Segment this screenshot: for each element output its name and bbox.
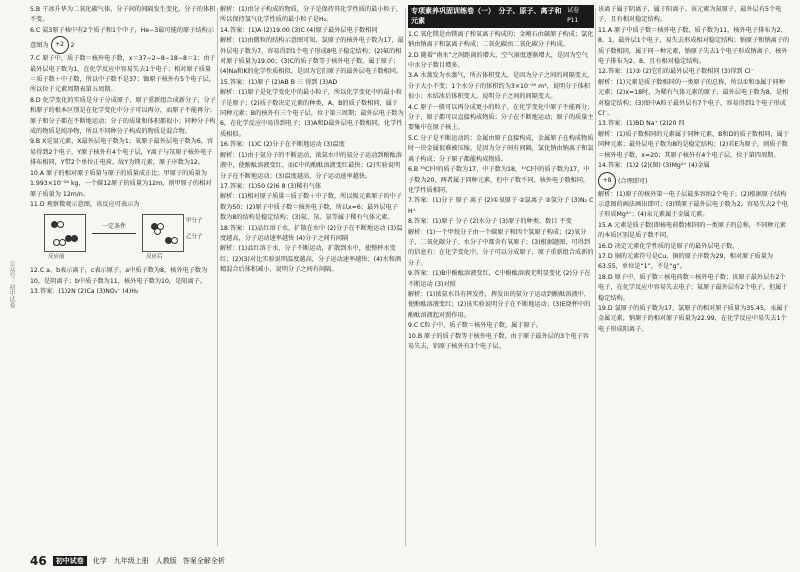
answer-item: [598, 172, 790, 190]
ion-structure-diagram: +8: [598, 172, 616, 190]
answer-item: 2.D 随着“南水”之间距离的增大，空气湿度逐渐增大，是因为空气中水分子数目增多。: [408, 51, 588, 70]
answer-column-3: [408, 5, 594, 550]
reaction-arrow: 一定条件: [92, 222, 136, 233]
answer-item: 5.C 分子是不断运动的；金属由原子直接构成，金属原子在构成物质时一块金属很难被压缩，是因为分子间有间隔，氯化钠由钠离子和氯离子构成；分子原子都能构成物质。: [408, 134, 594, 163]
answer-column-1: [30, 5, 216, 550]
legend-a: 甲分子: [186, 218, 203, 225]
column-divider: [595, 8, 596, 546]
answer-column-4: [598, 5, 790, 550]
answer-item: 10.B 原子的质子数等于核外电子数，由于原子最外层的3个电子容易失去，铝原子核外有3个电子层。: [408, 332, 589, 350]
answer-item: 解析：(1)由于氨分子的不断运动，浓氨水中的氨分子运动到酚酞溶液中，使酚酞溶液变红，而C中的酚酞溶液变红最快；(2)实验说明分子在不断地运动；(3)温度越高，分子运动速率越快。: [220, 151, 403, 180]
after-box: [142, 214, 184, 252]
page-footer: [30, 553, 790, 569]
answer-item: 解析：(1)一个甲烷分子由一个碳原子和四个氢原子构成；(2)氧分子、二氧化碳分子、水分子中都含有氧原子；(3)根据题图，可得到的信息有：在化学变化中，分子可以分成原子，原子重新组合成新的分子。: [408, 228, 594, 267]
answer-column-2: [220, 5, 404, 550]
answer-item: 解析：(1)元素是质子数相同的一类原子的总称，所以①和③属于同种元素；(2)x=18时，为稀有气体元素的原子，最外层电子数为8，是相对稳定结构；(3)图中A粒子最外层有7个电子，容易得到1个电子形成Cl⁻。: [598, 78, 789, 118]
answer-item: 6.B ³⁵Cl中的质子数为17，中子数为18，³⁷Cl中的质子数为17，中子数为20，两者属于同种元素，但中子数不同，核外电子数相同，化学性质相同。: [408, 166, 590, 194]
answer-item: 该离子属于阴离子，属于阳离子。该元素为氮原子，最外层有5个电子，且有相对稳定结构。: [598, 6, 782, 24]
brand-badge: 初中试卷: [53, 556, 87, 566]
answer-item: 9.C C粒子中，质子数＝核外电子数，属于原子。: [408, 322, 543, 330]
atom-structure-diagram: +2: [51, 36, 69, 54]
side-watermark: 公众号：初中试卷: [8, 260, 15, 308]
column-divider: [217, 8, 218, 546]
answer-item: 解析：(1)品红溶于水，分子不断运动，扩散到水中，使整杯水变红；(2)(3)对比实验说明温度越高，分子运动速率越快；(4)水和酒精混合后体积减小，说明分子之间有间隔。: [220, 245, 401, 274]
before-box: [44, 214, 86, 252]
reaction-diagram: [30, 212, 216, 264]
answer-item: 14.答案：(1)A (2)19.00 (3)C (4)原子最外层电子数相同: [220, 26, 378, 34]
answer-item: 17.答案：(1)50 (2)6 8 (3)稀有气体: [220, 182, 322, 190]
answer-item: 解析：(1)质子数相同的元素属于同种元素，B和D的质子数相同，属于同种元素；最外层电子数为8的是稳定结构；(2)若E为原子，则质子数＝核外电子数，x=20；其原子核外有4个电子层，位于第四周期。: [598, 130, 790, 159]
answer-item: 9.答案：(1)B中酚酞溶液变红，C中酚酞溶液无明显变化 (2)分子在不断运动 (3)对照: [408, 270, 591, 288]
answer-item: 解析：(1)原子是化学变化中的最小粒子，所以化学变化中的最小粒子是原子；(2)质子数决定元素的种类，A、B的质子数相同，属于同种元素；B的核外有三个电子层，位于第三周期；最外层电子数为6，在化学反应中易得到电子；(3)A和D最外层电子数相同，化学性质相似。: [220, 89, 404, 138]
section-title: 专项素养巩固训练卷（一） 分子、原子、离子和元素: [411, 7, 562, 26]
page-number: 46: [30, 554, 47, 568]
section-ref: 试卷 P11: [567, 7, 580, 25]
answer-item: 11.D 观察微观示意图，该反应可表示为: [30, 200, 140, 208]
answer-item: 18.D 原子中，质子数＝核电荷数＝核外电子数；该原子最外层有2个电子，在化学反应中容易失去电子；氦原子最外层有2个电子，但属于稳定结构。: [598, 273, 788, 302]
column-divider: [405, 8, 406, 546]
answer-item: 12.答案：(1)③ (2)它们的最外层电子数相同 (3)得到 Cl⁻: [598, 68, 754, 76]
answer-item: 15.答案：(1)原子 (2)AB B 三 得到 (3)AD: [220, 78, 338, 86]
section-header: [408, 5, 594, 28]
answer-item: 8.答案：(1)原子 分子 (2)水分子 (3)原子的种类、数目 不变: [408, 218, 572, 226]
answer-item: 16.答案：(1)C (2)分子在不断地运动 (3)温度: [220, 141, 345, 149]
answer-item: 6.C 氦3原子核中有2个质子和1个中子，He−3最可能的原子结构示意图为 +2 2: [30, 26, 216, 54]
answer-item: 解析：(1)由分子构成的物质，分子是保持其化学性质的最小粒子，所以保持氢气化学性质的最小粒子是H₂。: [220, 6, 403, 24]
after-label: 反应后: [146, 254, 163, 261]
answer-item: 解析：(1)相对原子质量＝质子数＋中子数，所以锡元素原子的中子数为50；(2)原子中质子数＝核外电子数，所以x=6；最外层电子数为8的结构是稳定结构；(3)氦、氖、氩等属于稀有气体元素。: [220, 193, 403, 222]
answer-item: 15.A 元素是质子数(即核电荷数)相同的一类原子的总称，不同种元素的本质区别是质子数不同。: [598, 221, 786, 240]
answer-item: 4.C 原子一般可以再分成更小的粒子，在化学变化中原子不能再分；分子、原子都可以直接构成物质；分子在不断地运动；原子的质量主要集中在原子核上。: [408, 103, 594, 132]
answer-item: 解析：(1)原子的核外第一电子层最多容纳2个电子；(2)根据原子结构示意图的画法画出即可；(3)镁原子最外层电子数为2，容易失去2个电子形成Mg²⁺；(4)汞元素属于金属元素。: [598, 190, 788, 219]
answer-item: 7.答案：(1)分子 原子 离子 (2)①氧原子 ②氯离子 ③氢分子 (3)N₂ C H⁺: [408, 197, 594, 215]
footer-subject: 化学 九年级上册 人教版: [92, 557, 177, 565]
answer-item: 13.答案：(1)2N (2)Ca (3)NO₃⁻ (4)H₂: [30, 288, 139, 296]
answer-item: 解析：(1)由微粒的结构示意图可知，氯原子的核外电子数为17，最外层电子数为7，容易得到1个电子形成8电子稳定结构；(2)氟的相对原子质量为19.00；(3)C的质子数等于核外电子数，属于原子；(4)Na和K的化学性质相似，是因为它们原子的最外层电子数相同。: [220, 37, 404, 76]
legend-b: 乙分子: [186, 234, 203, 241]
answer-item: 11.A 原子中质子数＝核外电子数，质子数为11，核外电子排布为2、8、1，最外层1个电子，易失去形成相对稳定结构；钠原子和钠离子的质子数相同，属于同一种元素，钠原子失去1个电子形成钠离子，核外电子排布为2、8，且有相对稳定结构。: [598, 26, 790, 66]
answer-item: 16.D 决定元素化学性质的是原子的最外层电子数。: [598, 242, 739, 250]
answer-item: 14.答案：(1)2 (2)(图) (3)Mg²⁺ (4)金属: [598, 162, 710, 170]
answer-item: 3.A 水蒸发为水蒸气，所占体积变大，是因为分子之间的间隔变大，分子大小不变；1个水分子的体积约为3×10⁻²⁹ m³，说明分子体积很小；水结冰后体积变大，说明分子之间的间隔变大。: [408, 72, 594, 101]
answer-item: 8.D 化学变化的实质是分子分成原子，原子重新组合成新分子，分子和原子的根本区别是在化学变化中分子可以再分，而原子不能再分；原子和分子都在不断地运动；分子的质量和体积都很小；同种分子构成的物质是纯净物，所以不同种分子构成的物质是混合物。: [30, 96, 216, 136]
answer-item: 10.A 原子的相对原子质量与原子的质量成正比；甲原子的质量为1.993×10⁻²⁶ kg，一个碳12原子的质量为12m，则甲原子的相对原子质量为 12m/n。: [30, 169, 212, 198]
answer-item: 13.答案：(1)BD Na⁺ (2)20 四: [598, 120, 685, 128]
answer-item: 7.C 原子中，质子数＝核外电子数，x＝37−2−8−18−8＝1；由于最外层电子数为1，在化学反应中容易失去1个电子；相对原子质量＝质子数＋中子数，所以中子数不是37；铷原子核外有5个电子层，所以位于元素周期表第五周期。: [30, 55, 216, 94]
answer-item: 解析：(1)浓氨水具有挥发性，挥发出的氨分子运动到酚酞溶液中，使酚酞溶液变红；(2)该实验说明分子在不断地运动；(3)E烧杯中的酚酞溶液起对照作用。: [408, 290, 591, 319]
ion-note: (合理即可): [617, 177, 648, 185]
answer-item: 17.D 铜的元素符号是Cu，铜的原子序数为29，相对原子质量为63.55，单位是“1”，不是“g”。: [598, 252, 773, 271]
answer-item: 12.C a、b表示离子，c表示原子，a中质子数为8，核外电子数为10，是阴离子；b中质子数为11，核外电子数为10，是阳离子。: [30, 267, 208, 285]
answer-item: 9.B X是氢元素，X最外层电子数为1；氧原子最外层电子数为6，容易得到2个电子，Y原子核外有4个电子层，Y离子与氖原子核外电子排布相同，Y带2个单位正电荷，故Y为镁元素，原子序数为12。: [30, 138, 214, 167]
before-label: 反应前: [48, 254, 65, 261]
answer-item: 18.答案：(1)品红溶于水，扩散在水中 (2)分子在不断地运动 (3)温度越高，分子运动速率越快 (4)分子之间有间隔: [220, 224, 403, 242]
answer-item: 5.B 干冰升华为二氧化碳气体，分子间的间隔发生变化，分子的体积不变。: [30, 6, 216, 24]
answer-item: 19.D 氯原子的质子数为17，氯原子的相对原子质量为35.45，汞属于金属元素，钠原子的相对原子质量为22.99，在化学反应中易失去1个电子形成阳离子。: [598, 304, 789, 333]
answer-item: 1.C 氧化镁是由镁离子和氧离子构成的；金刚石由碳原子构成；氯化钠由钠离子和氯离子构成；二氧化碳由二氧化碳分子构成。: [408, 30, 594, 49]
footer-suffix: 答案全解全析: [182, 557, 225, 565]
